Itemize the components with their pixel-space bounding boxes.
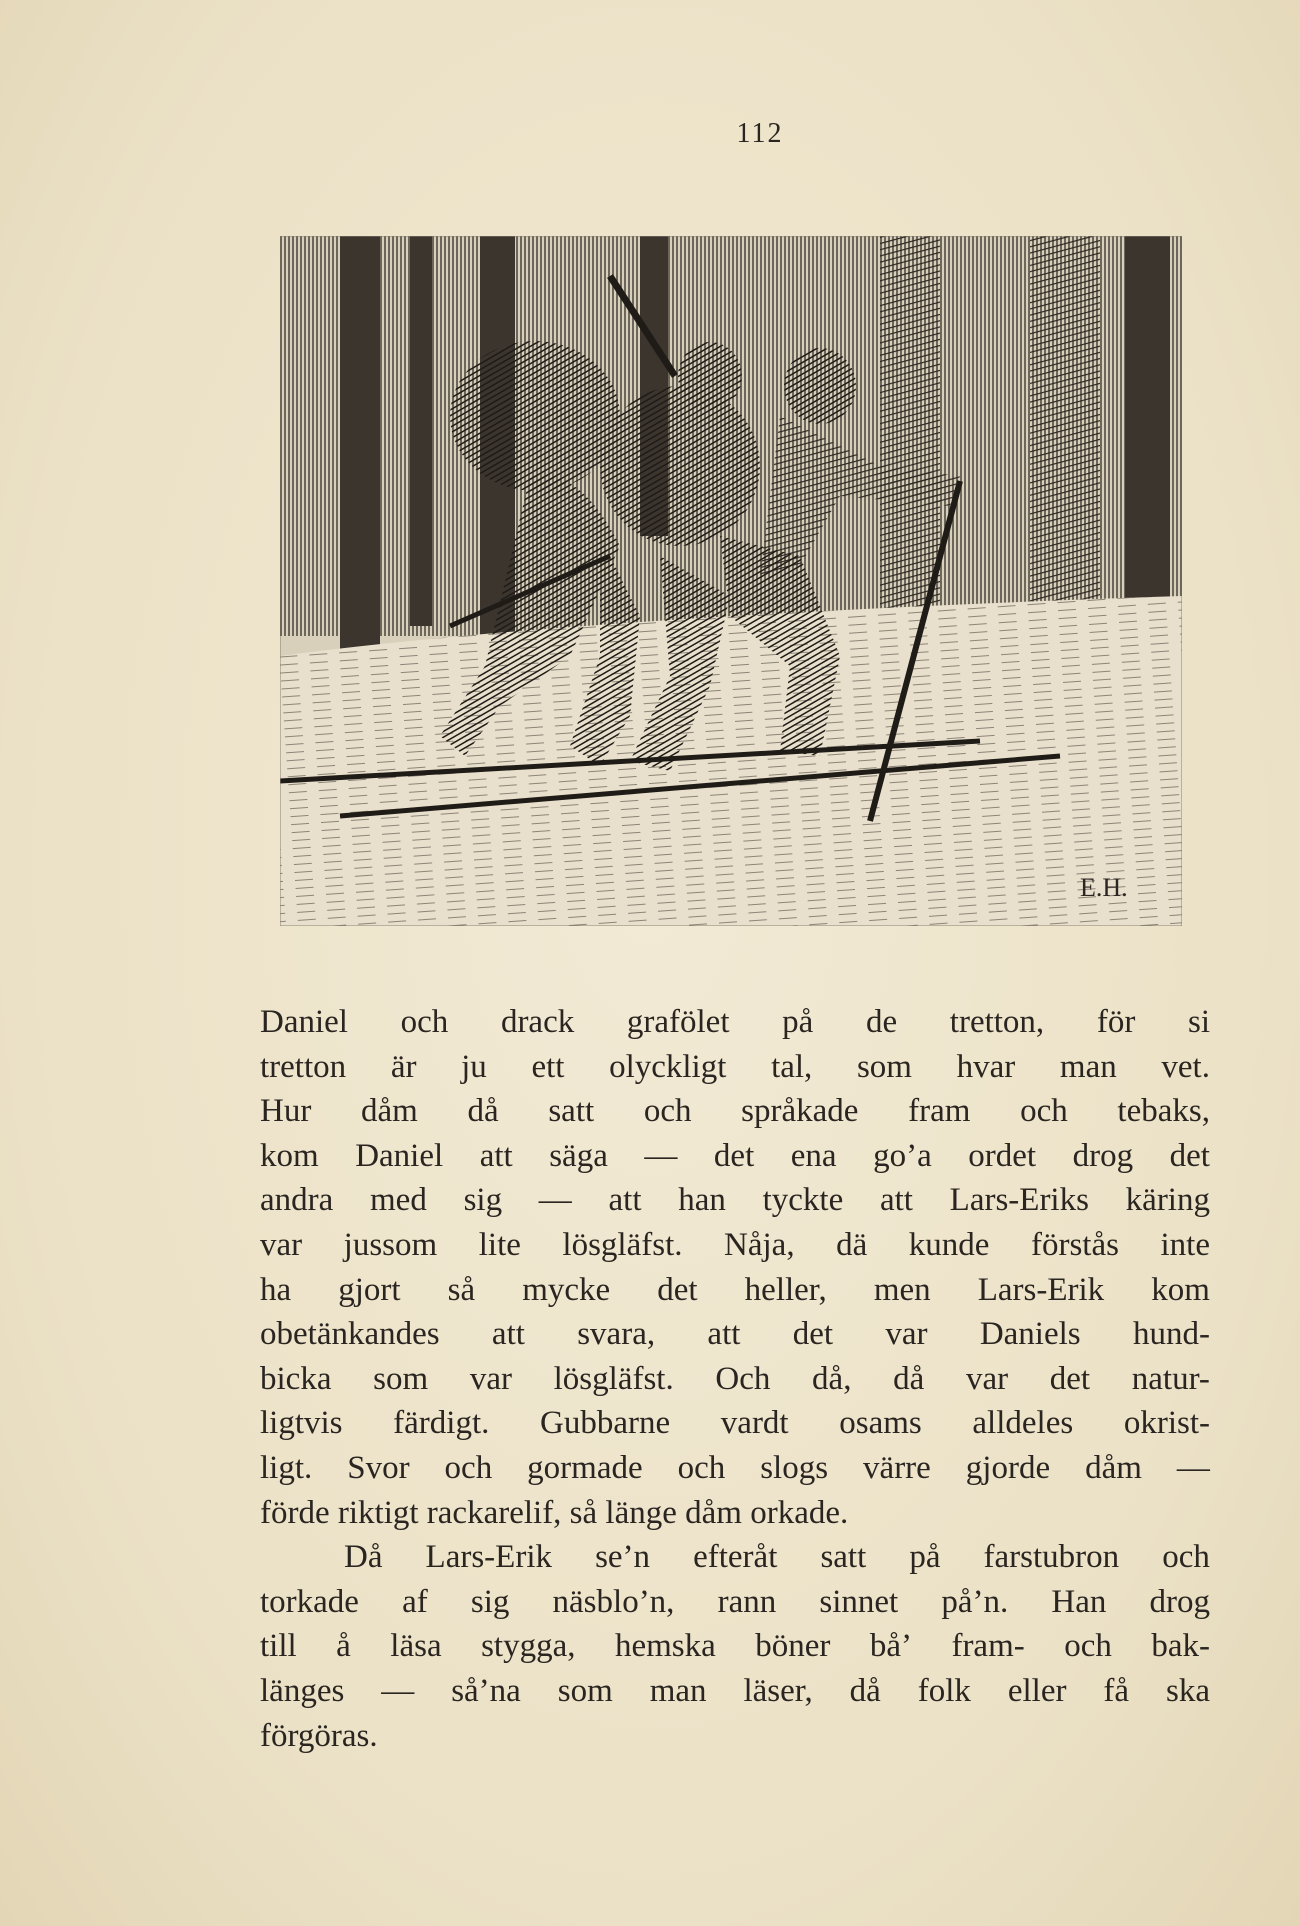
word: lite <box>478 1226 521 1263</box>
word: Lars-Erik <box>425 1539 552 1576</box>
word: drack <box>500 1004 575 1040</box>
word: sig <box>470 1583 510 1620</box>
text-line <box>260 1357 1210 1402</box>
text-line <box>260 1312 1210 1357</box>
text-line <box>260 1580 1210 1625</box>
word: Daniel <box>355 1137 444 1174</box>
word: förstås <box>1030 1226 1119 1263</box>
word: Hur <box>260 1093 312 1130</box>
word: värre <box>863 1449 931 1486</box>
word: på <box>782 1004 814 1040</box>
illustration-skiers <box>280 236 1182 926</box>
word: okrist- <box>1123 1405 1210 1442</box>
word: och <box>643 1093 692 1130</box>
word: hund- <box>1132 1316 1210 1353</box>
word: ligtvis <box>260 1405 343 1442</box>
word: hemska <box>614 1628 716 1665</box>
word: dä <box>836 1226 868 1263</box>
text-line <box>260 1223 1210 1268</box>
word: och <box>400 1004 449 1040</box>
word: så <box>447 1271 476 1308</box>
word: — <box>1176 1449 1210 1486</box>
word: tretton <box>260 1048 347 1085</box>
word: näsblo’n, <box>552 1583 675 1620</box>
word: det <box>1049 1360 1091 1397</box>
text-line <box>260 1089 1210 1134</box>
word: kom <box>260 1137 319 1174</box>
word: att <box>479 1137 513 1174</box>
word: farstubron <box>983 1539 1120 1576</box>
word: ett <box>531 1048 565 1085</box>
word: bicka <box>260 1360 332 1397</box>
text-line <box>260 1535 1210 1580</box>
word: att <box>879 1182 913 1219</box>
word: då <box>849 1672 881 1709</box>
word: och <box>1162 1539 1210 1576</box>
word: säga <box>549 1137 608 1174</box>
word: och <box>1064 1628 1112 1665</box>
word: men <box>873 1271 931 1308</box>
word: vet. <box>1161 1048 1210 1085</box>
text-line: förde riktigt rackarelif, så länge dåm orkade. <box>260 1494 849 1531</box>
text-line <box>260 1268 1210 1313</box>
word: kunde <box>908 1226 990 1263</box>
page-number: 112 <box>736 118 784 149</box>
word: ena <box>790 1137 837 1174</box>
word: det <box>657 1271 698 1308</box>
word: Nåja, <box>724 1226 795 1263</box>
word: heller, <box>744 1271 827 1308</box>
word: att <box>491 1316 525 1353</box>
word: läser, <box>743 1672 813 1709</box>
word: ordet <box>968 1137 1037 1174</box>
word: man <box>1059 1048 1117 1085</box>
word: tretton, <box>949 1004 1045 1040</box>
word: det <box>1169 1137 1210 1174</box>
text-line <box>260 1000 1210 1045</box>
text-line <box>260 1624 1210 1669</box>
word: som <box>856 1048 912 1085</box>
word: språkade <box>741 1093 859 1130</box>
word: folk <box>917 1672 971 1709</box>
word: Lars-Eriks <box>949 1182 1089 1219</box>
word: med <box>370 1182 427 1219</box>
word: lösgläfst. <box>553 1360 674 1397</box>
word: Daniel <box>260 1004 348 1040</box>
word: se’n <box>595 1539 651 1576</box>
word: är <box>390 1048 417 1085</box>
word: då, <box>812 1360 852 1397</box>
word: slogs <box>760 1449 829 1486</box>
text-line: förgöras. <box>260 1717 378 1754</box>
word: natur- <box>1131 1360 1210 1397</box>
word: och <box>444 1449 493 1486</box>
word: go’a <box>873 1137 932 1174</box>
word: de <box>865 1004 898 1040</box>
word: mycke <box>522 1271 611 1308</box>
word: sig <box>463 1182 503 1219</box>
word: — <box>538 1182 572 1219</box>
word: gjort <box>338 1271 401 1308</box>
word: var <box>260 1226 303 1263</box>
word: tyckte <box>762 1182 844 1219</box>
word: få <box>1103 1672 1130 1709</box>
word: läsa <box>390 1628 442 1665</box>
word: grafölet <box>626 1004 730 1040</box>
word: efteråt <box>693 1539 778 1576</box>
word: drog <box>1072 1137 1134 1174</box>
word: gjorde <box>965 1449 1051 1486</box>
word: på <box>909 1539 941 1576</box>
word: ha <box>260 1271 292 1308</box>
word: käring <box>1125 1182 1210 1219</box>
text-line <box>260 1401 1210 1446</box>
word: vardt <box>720 1405 789 1442</box>
artist-signature: E.H. <box>1080 873 1128 902</box>
word: för <box>1096 1004 1136 1040</box>
word: som <box>557 1672 613 1709</box>
text-line <box>260 1669 1210 1714</box>
word: det <box>713 1137 755 1174</box>
word: kom <box>1151 1271 1210 1308</box>
word: så’na <box>451 1672 521 1709</box>
word: Daniels <box>979 1316 1081 1353</box>
word: bak- <box>1151 1628 1210 1665</box>
word: var <box>469 1360 512 1397</box>
word: då <box>467 1093 499 1130</box>
word: Han <box>1051 1583 1107 1620</box>
text-line <box>260 1446 1210 1491</box>
word: andra <box>260 1182 334 1219</box>
word: tal, <box>771 1048 813 1085</box>
word: till <box>260 1628 297 1665</box>
word: på’n. <box>941 1583 1009 1620</box>
word: som <box>373 1360 429 1397</box>
word: torkade <box>260 1583 359 1620</box>
word: ligt. <box>260 1449 313 1486</box>
word: af <box>402 1583 428 1620</box>
word: gormade <box>527 1449 643 1486</box>
word: sinnet <box>819 1583 899 1620</box>
word: — <box>381 1672 415 1709</box>
word: dåm <box>1085 1449 1142 1486</box>
word: satt <box>548 1093 595 1130</box>
word: rann <box>717 1583 777 1620</box>
word: Och <box>715 1360 771 1397</box>
word: det <box>792 1316 834 1353</box>
word: han <box>678 1182 726 1219</box>
word: satt <box>820 1539 867 1576</box>
body-text <box>260 1000 1210 1758</box>
word: — <box>644 1137 678 1174</box>
word: drog <box>1149 1583 1210 1620</box>
word: stygga, <box>481 1628 576 1665</box>
word: svara, <box>577 1316 656 1353</box>
word: Svor <box>347 1449 410 1486</box>
word: eller <box>1007 1672 1067 1709</box>
word: dåm <box>361 1093 418 1130</box>
word: olyckligt <box>609 1048 727 1085</box>
text-line <box>260 1134 1210 1179</box>
word: och <box>677 1449 726 1486</box>
word: å <box>336 1628 351 1665</box>
text-line <box>260 1178 1210 1223</box>
word: att <box>608 1182 642 1219</box>
word: osams <box>839 1405 922 1442</box>
word: länges <box>260 1672 345 1709</box>
word: si <box>1187 1004 1210 1040</box>
word: ju <box>461 1048 487 1085</box>
word: Då <box>344 1539 383 1576</box>
word: var <box>965 1360 1009 1397</box>
word: då <box>893 1360 925 1397</box>
word: Lars-Erik <box>977 1271 1105 1308</box>
word: man <box>649 1672 707 1709</box>
word: att <box>707 1316 741 1353</box>
text-line <box>260 1045 1210 1090</box>
word: var <box>885 1316 928 1353</box>
word: böner <box>755 1628 831 1665</box>
word: och <box>1020 1093 1068 1130</box>
word: fram- <box>951 1628 1025 1665</box>
word: hvar <box>956 1048 1016 1085</box>
word: lösgläfst. <box>562 1226 683 1263</box>
word: tebaks, <box>1117 1093 1210 1130</box>
word: bå’ <box>869 1628 912 1665</box>
word: fram <box>908 1093 971 1130</box>
word: Gubbarne <box>540 1405 671 1442</box>
word: jussom <box>343 1226 438 1263</box>
word: färdigt. <box>393 1405 490 1442</box>
word: obetänkandes <box>260 1316 440 1353</box>
word: inte <box>1160 1226 1210 1263</box>
word: alldeles <box>972 1405 1074 1442</box>
word: ska <box>1166 1672 1210 1709</box>
